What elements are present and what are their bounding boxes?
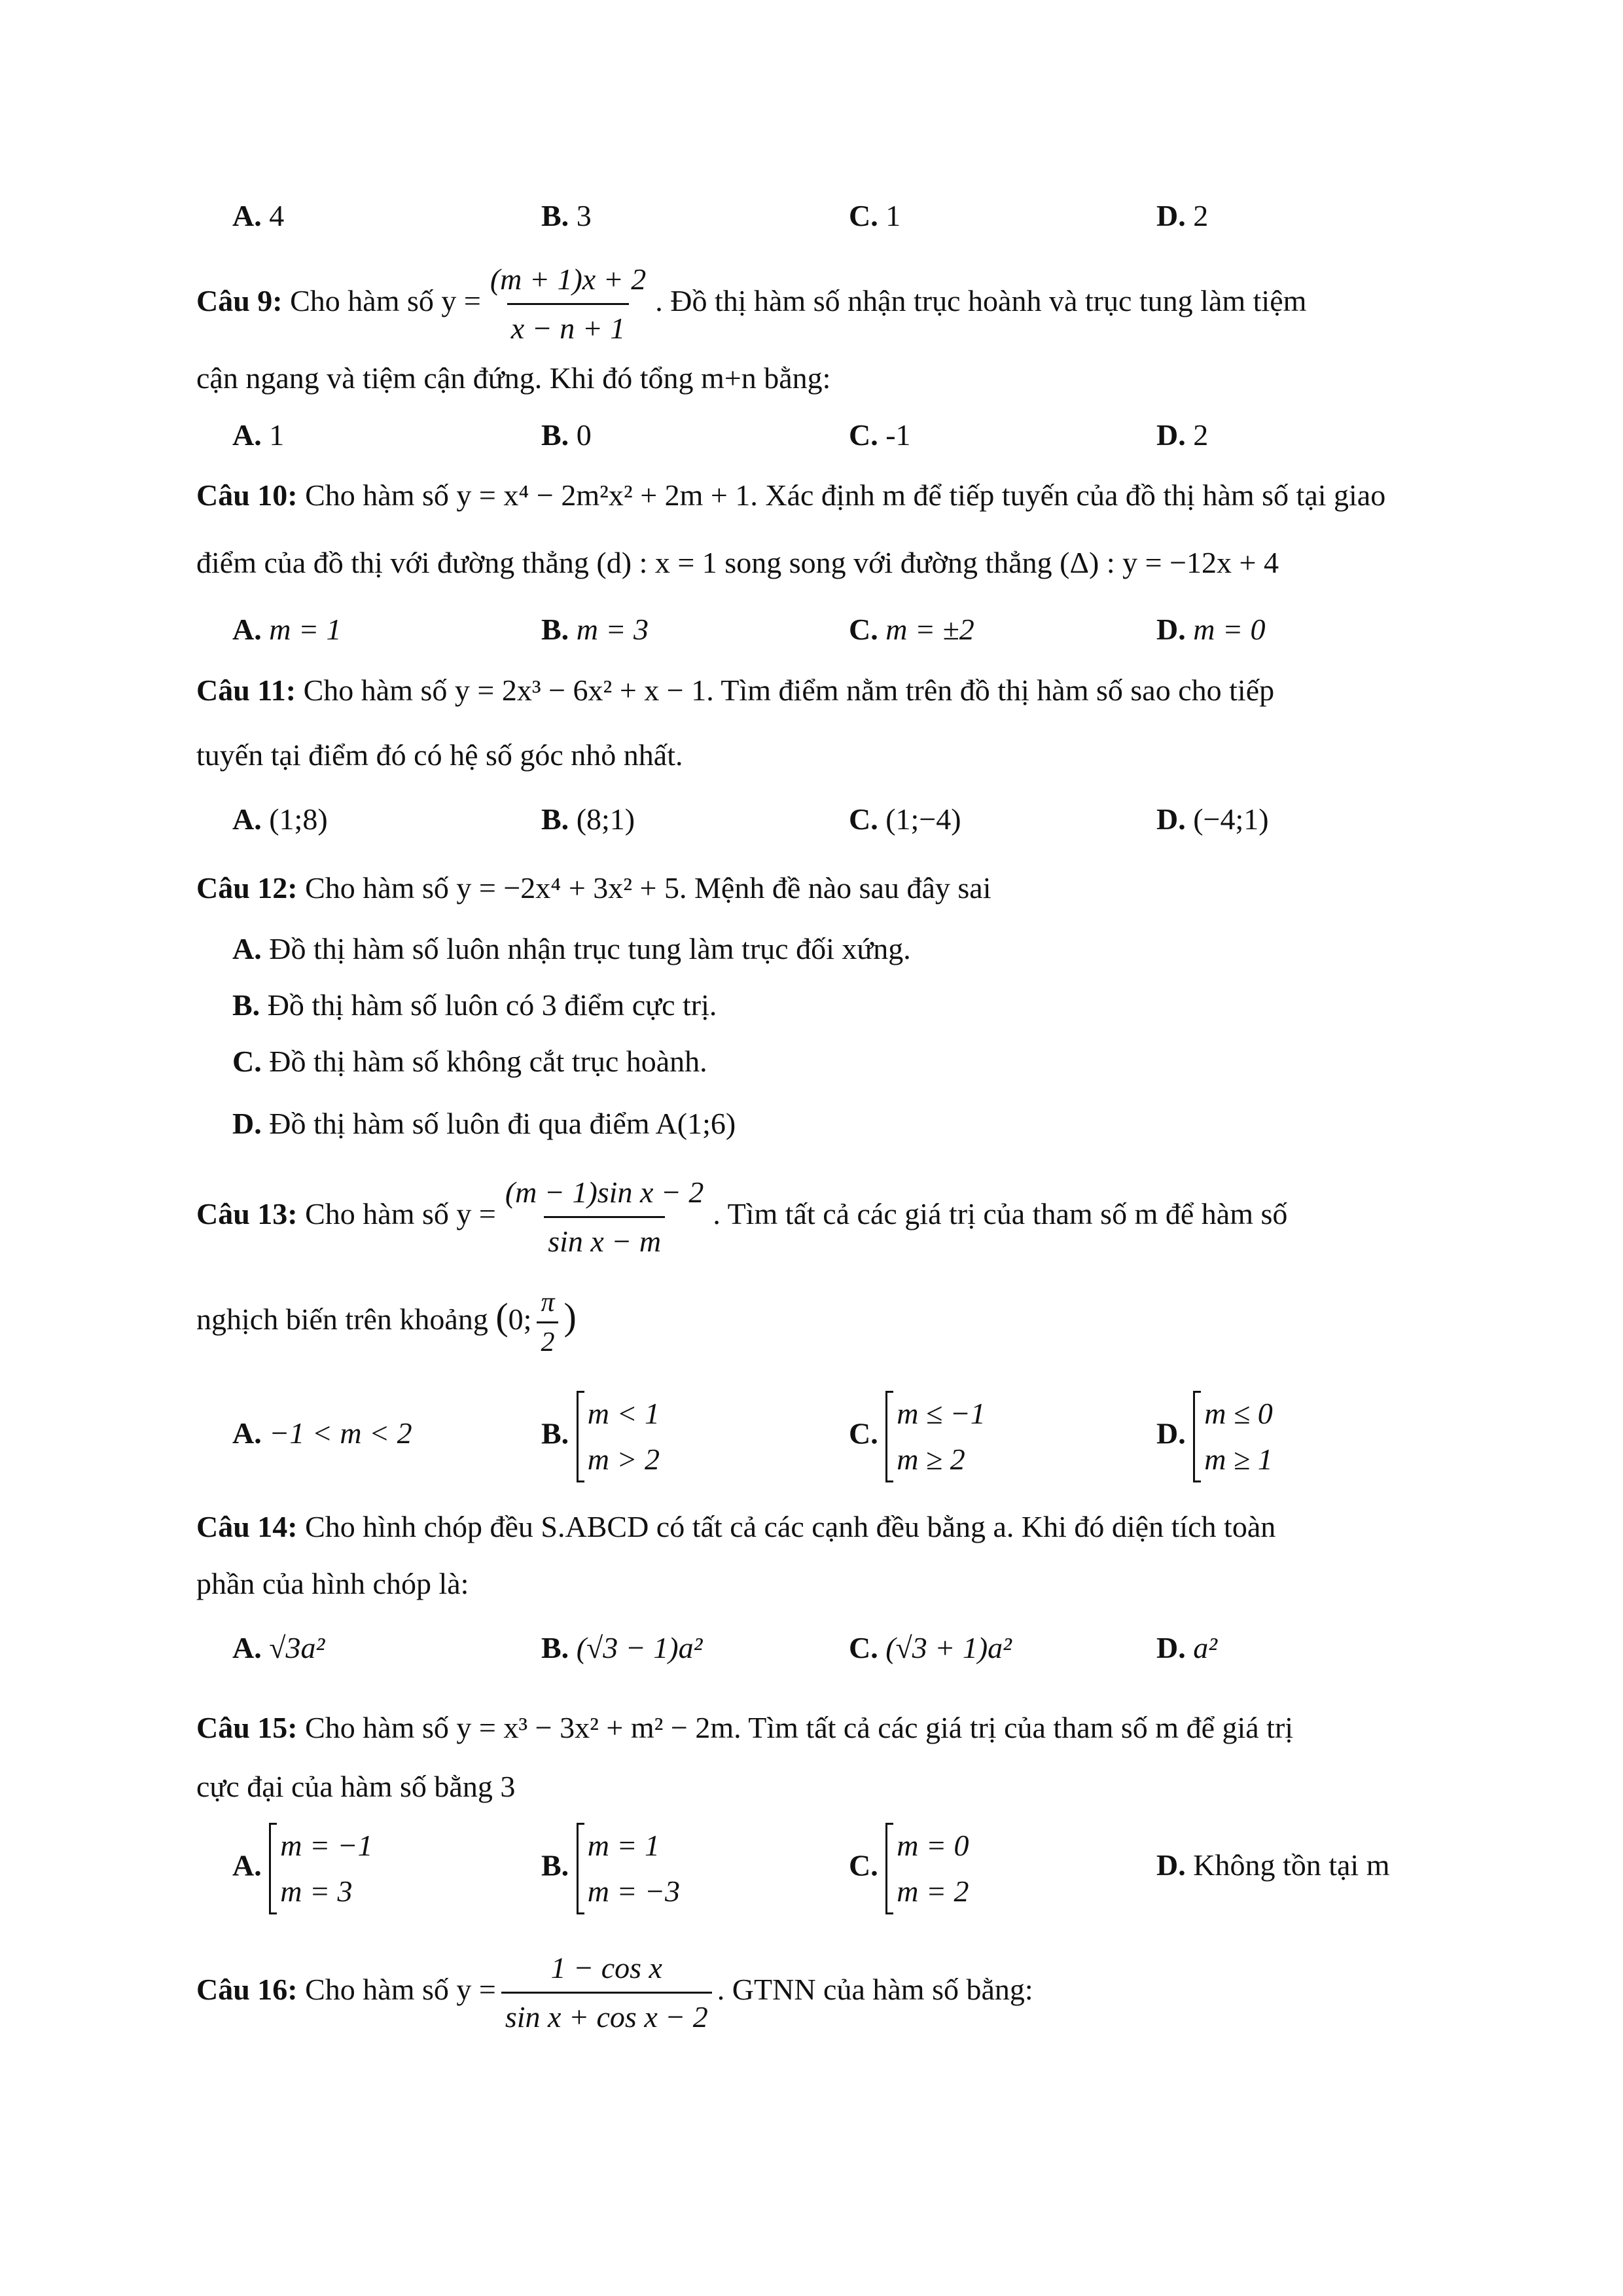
q8-option-d: D. 2 [1156, 199, 1209, 232]
q13-option-c: C. m ≤ −1 m ≥ 2 [849, 1391, 986, 1482]
q15-statement: Câu 15: Cho hàm số y = x³ − 3x² + m² − 2m. Tìm tất cả các giá trị của tham số m để giá trị [196, 1711, 1294, 1744]
q13-option-b: B. m < 1 m > 2 [541, 1391, 660, 1482]
q11-statement: Câu 11: Cho hàm số y = 2x³ − 6x² + x − 1. Tìm điểm nằm trên đồ thị hàm số sao cho tiếp [196, 673, 1275, 707]
q14-option-b: B. (√3 − 1)a² [541, 1631, 703, 1664]
q11-option-a: A. (1;8) [232, 802, 328, 836]
q14-statement-line2: phần của hình chóp là: [196, 1567, 469, 1600]
q9-option-d: D. 2 [1156, 418, 1209, 452]
q15-a-system: m = −1 m = 3 [269, 1823, 372, 1914]
q9-statement-line2: cận ngang và tiệm cận đứng. Khi đó tổng m+n bằng: [196, 361, 831, 395]
q11-option-c: C. (1;−4) [849, 802, 961, 836]
q8-option-b: B. 3 [541, 199, 592, 232]
q14-option-d: D. a² [1156, 1631, 1218, 1664]
q15-c-system: m = 0 m = 2 [885, 1823, 969, 1914]
q10-statement-line2: điểm của đồ thị với đường thẳng (d) : x = 1 song song với đường thẳng (Δ) : y = −12x + 4 [196, 546, 1279, 579]
q16-statement: Câu 16: Cho hàm số y = $\frac{\text{1 − cos x}}{\text{sin x + cos x − 2}}$ . GTNN của hàm số bằng: [196, 1947, 1033, 2038]
q12-option-b: B. Đồ thị hàm số luôn có 3 điểm cực trị. [232, 988, 717, 1022]
q13-b-system: m < 1 m > 2 [577, 1391, 660, 1482]
q13-statement: Câu 13: Cho hàm số y = $\frac{\text{(m − 1)sin x − 2}}{\text{sin x − m}}$ . Tìm tất cả các giá trị của tham số m để hàm số [196, 1172, 1287, 1263]
q9-option-b: B. 0 [541, 418, 592, 452]
q15-option-c: C. m = 0 m = 2 [849, 1823, 969, 1914]
q14-option-a: A. √3a² [232, 1631, 325, 1664]
q13-interval-fraction: $\frac{\pi}{2}$ [537, 1286, 558, 1359]
q10-option-b: B. m = 3 [541, 613, 649, 646]
q9-option-c: C. -1 [849, 418, 911, 452]
q16-fraction: $\frac{\text{1 − cos x}}{\text{sin x + cos x − 2}}$ [501, 1947, 712, 2038]
q15-option-b: B. m = 1 m = −3 [541, 1823, 680, 1914]
q13-statement-line2: nghịch biến trên khoảng (0; $\frac{\pi}{2}$ ) [196, 1287, 577, 1357]
q9-option-a: A. 1 [232, 418, 285, 452]
q8-option-a: A. 4 [232, 199, 285, 232]
q15-statement-line2: cực đại của hàm số bằng 3 [196, 1770, 516, 1803]
q15-option-a: A. m = −1 m = 3 [232, 1823, 373, 1914]
q15-option-d: D. Không tồn tại m [1156, 1848, 1390, 1882]
q9-fraction: $\frac{(m + 1)x + 2}{x - n + 1}$ [486, 259, 650, 350]
q10-option-d: D. m = 0 [1156, 613, 1266, 646]
q13-c-system: m ≤ −1 m ≥ 2 [885, 1391, 986, 1482]
q10-option-c: C. m = ±2 [849, 613, 974, 646]
q13-option-a: A. −1 < m < 2 [232, 1416, 412, 1450]
q11-option-d: D. (−4;1) [1156, 802, 1269, 836]
q10-statement: Câu 10: Cho hàm số y = x⁴ − 2m²x² + 2m + 1. Xác định m để tiếp tuyến của đồ thị hàm số tại giao [196, 478, 1386, 512]
q11-statement-line2: tuyến tại điểm đó có hệ số góc nhỏ nhất. [196, 738, 683, 772]
q13-d-system: m ≤ 0 m ≥ 1 [1193, 1391, 1272, 1482]
q10-option-a: A. m = 1 [232, 613, 342, 646]
q13-fraction: $\frac{\text{(m − 1)sin x − 2}}{\text{sin x − m}}$ [501, 1172, 708, 1263]
q13-option-d: D. m ≤ 0 m ≥ 1 [1156, 1391, 1273, 1482]
q14-statement: Câu 14: Cho hình chóp đều S.ABCD có tất cả các cạnh đều bằng a. Khi đó diện tích toàn [196, 1510, 1276, 1543]
q14-option-c: C. (√3 + 1)a² [849, 1631, 1012, 1664]
q8-option-c: C. 1 [849, 199, 901, 232]
q15-b-system: m = 1 m = −3 [577, 1823, 680, 1914]
q12-statement: Câu 12: Cho hàm số y = −2x⁴ + 3x² + 5. Mệnh đề nào sau đây sai [196, 871, 991, 905]
q12-option-d: D. Đồ thị hàm số luôn đi qua điểm A(1;6) [232, 1107, 736, 1140]
q11-option-b: B. (8;1) [541, 802, 635, 836]
q12-option-c: C. Đồ thị hàm số không cắt trục hoành. [232, 1045, 707, 1078]
q12-option-a: A. Đồ thị hàm số luôn nhận trục tung làm trục đối xứng. [232, 932, 911, 965]
q9-statement: Câu 9: Cho hàm số y = $\frac{(m + 1)x + 2}{x - n + 1}$ . Đồ thị hàm số nhận trục hoành và trục tung làm tiệm [196, 259, 1306, 350]
